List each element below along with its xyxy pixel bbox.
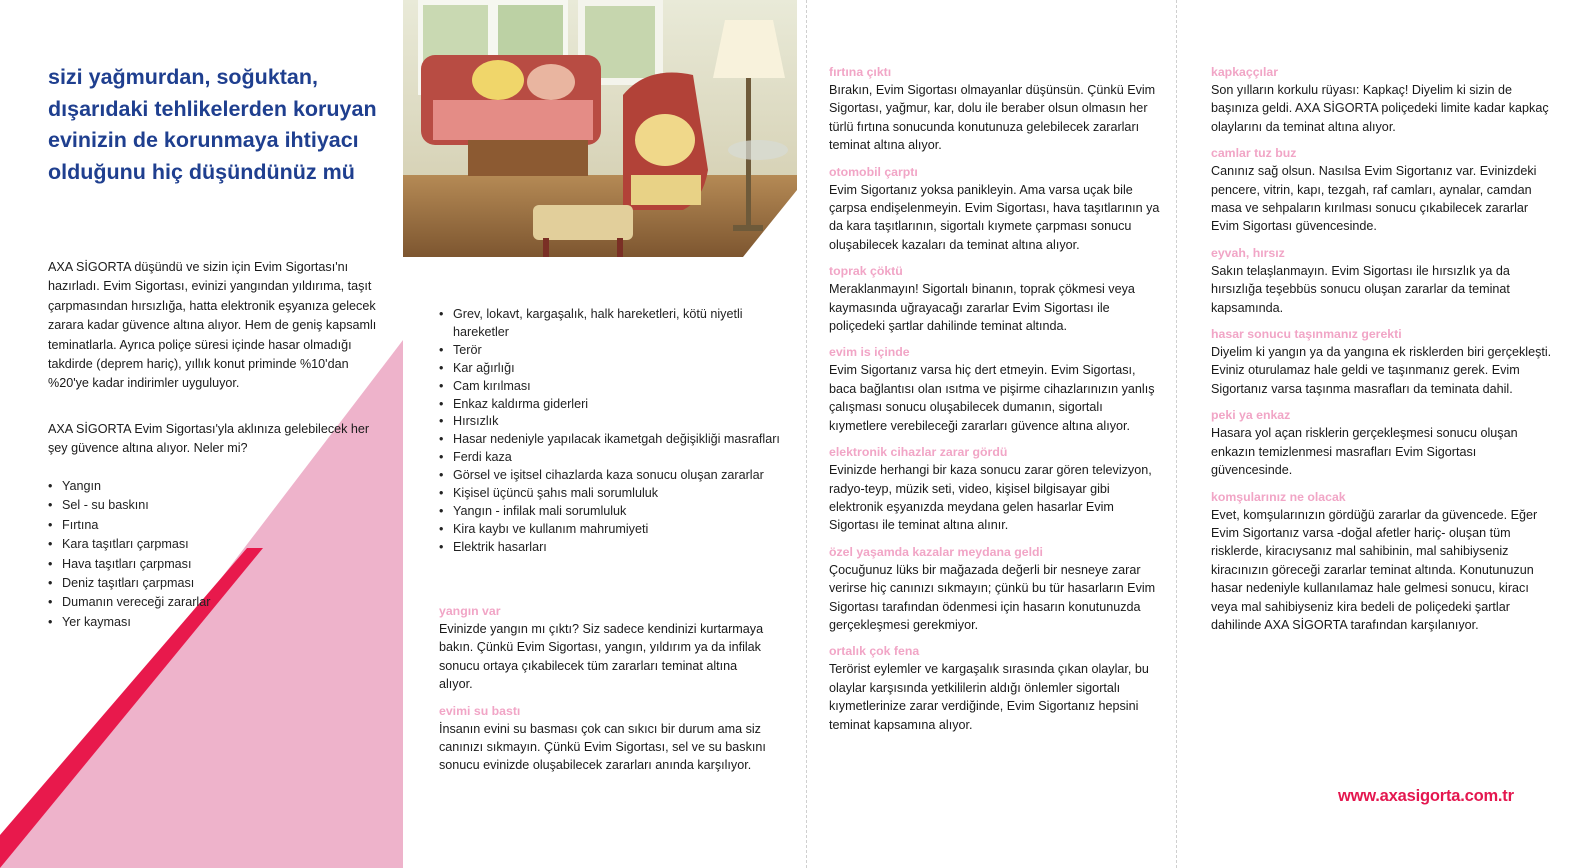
- headline: sizi yağmurdan, soğuktan, dışarıdaki tehlikelerden koruyan evinizin de korunmaya ihtiyacı olduğunu hiç düşündünüz mü: [48, 65, 377, 184]
- section-text: Çocuğunuz lüks bir mağazada değerli bir nesneye zarar verirse hiç canınızı sıkmayın; çünkü bu tür hasarların Evim Sigortası tarafından ödenmesi için hasarın konutunuzda gerçekleşmesi gerekmiyor.: [829, 562, 1156, 632]
- section-group: [1211, 64, 1556, 643]
- list-item: • Hırsızlık: [439, 413, 789, 431]
- list-item: • Enkaz kaldırma giderleri: [439, 396, 789, 414]
- section-text: Evet, komşularınızın gördüğü zararlar da güvencede. Eğer Evim Sigortanız varsa -doğal afetler hariç- oluşan tüm risklerde, kiracıysanız mal sahibinin, mal sahibiyseniz kiracınızın göreceği zararlar teminat altında. Konutunuzun hasar nedeniyle kullanılamaz hale gelmesi sonucu, kiracı veya mal sahibiyseniz kira bedeli de poliçedeki şartlar dahilinde AXA SİGORTA tarafından karşılanıyor.: [1211, 507, 1538, 632]
- living-room-photo: [403, 0, 797, 257]
- list-item: • Kar ağırlığı: [439, 360, 789, 378]
- intro-question: AXA SİGORTA Evim Sigortası'yla aklınıza gelebilecek her şey güvence altına alıyor. Neler mi?: [48, 422, 370, 456]
- section: [1211, 489, 1556, 635]
- fold-line: [1176, 0, 1177, 868]
- section-title: kapkaççılar: [1211, 65, 1279, 79]
- section-title: evim is içinde: [829, 345, 910, 360]
- panel-third: [806, 0, 1181, 868]
- section: [829, 64, 1164, 155]
- section-group: [829, 64, 1164, 743]
- section-text: Son yılların korkulu rüyası: Kapkaç! Diyelim ki sizin de başınıza geldi. AXA SİGORTA poliçedeki limite kadar kapkaç olaylarını da teminat altına alıyor.: [1211, 83, 1549, 134]
- list-item: • Kara taşıtları çarpması: [48, 535, 298, 554]
- list-item: • Dumanın vereceği zararlar: [48, 593, 298, 612]
- section: [439, 603, 774, 694]
- list-item: • Yer kayması: [48, 613, 298, 632]
- section: [1211, 145, 1556, 236]
- list-item: • Kişisel üçüncü şahıs mali sorumluluk: [439, 485, 789, 503]
- intro-paragraph: AXA SİGORTA düşündü ve sizin için Evim Sigortası'nı hazırladı. Evim Sigortası, evinizi yangından yıldırıma, taşıt çarpmasından hırsızlığa, hatta elektronik eşyanıza gelecek zarara kadar güvence altına alıyor. Hem de geniş kapsamlı teminatlarla. Ayrıca poliçe süresi içinde hasar olmadığı takdirde (deprem hariç), yıllık konut priminde %10'dan %20'ye kadar indirimler uyguluyor.: [48, 260, 377, 391]
- section: [829, 643, 1164, 734]
- section: [1211, 407, 1556, 479]
- list-item: • Hava taşıtları çarpması: [48, 555, 298, 574]
- panel-second: [403, 0, 806, 868]
- section-text: Canınız sağ olsun. Nasılsa Evim Sigortanız var. Evinizdeki pencere, vitrin, kapı, tezgah, raf camları, aynalar, camdan masa ve sehpaların kırılması sonucu çıkabilecek zararlar Evim Sigortası güvencesinde.: [1211, 164, 1537, 234]
- section: [1211, 245, 1556, 317]
- coverage-list-extended: [439, 306, 789, 557]
- section-text: Meraklanmayın! Sigortalı binanın, toprak çökmesi veya kaymasında uğrayacağı zararlar Evim Sigortası ile poliçedeki şartlar dahilinde teminat altında.: [829, 282, 1135, 334]
- section: [829, 263, 1164, 335]
- section-group: [439, 603, 774, 784]
- list-item: • Ferdi kaza: [439, 449, 789, 467]
- section: [829, 544, 1164, 635]
- section: [829, 444, 1164, 535]
- section: [1211, 64, 1556, 136]
- section-title: hasar sonucu taşınmanız gerekti: [1211, 327, 1402, 342]
- section: [439, 703, 774, 775]
- section-title: eyvah, hırsız: [1211, 245, 1285, 260]
- section-title: komşularınız ne olacak: [1211, 489, 1346, 504]
- section-text: Evim Sigortanız varsa hiç dert etmeyin. Evim Sigortası, baca bağlantısı olan ısıtma ve pişirme cihazlarınızın yanlış çalışması sonucu oluşabilecek dumanın, sigortalı kıymetlere verebileceği zararları güvence altına alıyor.: [829, 363, 1155, 433]
- section-title: peki ya enkaz: [1211, 408, 1291, 423]
- section-text: Evinizde yangın mı çıktı? Siz sadece kendinizi kurtarmaya bakın. Çünkü Evim Sigortası, yangın, yıldırım ya da infilak sonucu ortaya çıkabilecek tüm zararları teminat altına alıyor.: [439, 622, 764, 692]
- panel-left: [0, 0, 403, 868]
- list-item: • Cam kırılması: [439, 378, 789, 396]
- section-text: Hasara yol açan risklerin gerçekleşmesi sonucu oluşan enkazın temizlenmesi masrafları Evim Sigortası güvencesinde.: [1211, 426, 1518, 478]
- coverage-list: [48, 477, 298, 632]
- section-title: elektronik cihazlar zarar gördü: [829, 445, 1008, 460]
- section-text: İnsanın evini su basması çok can sıkıcı bir durum ama siz canınızı sıkmayın. Çünkü Evim Sigortası, sel ve su baskını sonucu evinizde oluşabilecek zararları anında karşılıyor.: [439, 721, 766, 773]
- section: [1211, 326, 1556, 398]
- list-item: • Elektrik hasarları: [439, 539, 789, 557]
- section-title: ortalık çok fena: [829, 644, 920, 659]
- section-text: Evinizde herhangi bir kaza sonucu zarar gören televizyon, radyo-teyp, müzik seti, video, kişisel bilgisayar gibi elektronik eşyanızda meydana gelen hasarlar Evim Sigortası ile teminat altına alınır.: [829, 463, 1152, 533]
- section-text: Sakın telaşlanmayın. Evim Sigortası ile hırsızlık ya da hırsızlığa teşebbüs sonucu oluşan zararlar da teminat kapsamında.: [1211, 263, 1510, 315]
- section-title: özel yaşamda kazalar meydana geldi: [829, 544, 1043, 559]
- section-text: Terörist eylemler ve kargaşalık sırasında çıkan olaylar, bu olaylar karşısında yetkililerin aldığı önlemler sigortalı kıymetlerinize zarar verdiğinde, Evim Sigortanız hepsini teminat kapsamına alıyor.: [829, 662, 1149, 732]
- list-item: • Sel - su baskını: [48, 496, 298, 515]
- section-title: camlar tuz buz: [1211, 146, 1297, 161]
- list-item: • Terör: [439, 342, 789, 360]
- list-item: • Görsel ve işitsel cihazlarda kaza sonucu oluşan zararlar: [439, 467, 789, 485]
- panel-right: [1181, 0, 1581, 868]
- section: [829, 344, 1164, 435]
- section-title: toprak çöktü: [829, 264, 903, 279]
- list-item: • Yangın: [48, 477, 298, 496]
- section-title: evimi su bastı: [439, 703, 521, 718]
- section-text: Evim Sigortanız yoksa panikleyin. Ama varsa uçak bile çarpsa endişelenmeyin. Evim Sigortası, hava taşıtlarının ya da kara taşıtlarının, sigortalı kıymete çarpması sonucu oluşabilecek kazaları da teminat altına alıyor.: [829, 182, 1160, 252]
- section-title: otomobil çarptı: [829, 164, 918, 179]
- section: [829, 164, 1164, 255]
- website-link[interactable]: www.axasigorta.com.tr: [1338, 787, 1514, 805]
- list-item: • Hasar nedeniyle yapılacak ikametgah değişikliği masrafları: [439, 431, 789, 449]
- section-text: Bırakın, Evim Sigortası olmayanlar düşünsün. Çünkü Evim Sigortası, yağmur, kar, dolu ile beraber olsun olmasın her türlü fırtına sonucunda konutunuza gelebilecek zararları teminat altına alıyor.: [829, 83, 1156, 153]
- list-item: • Kira kaybı ve kullanım mahrumiyeti: [439, 521, 789, 539]
- section-title: yangın var: [439, 604, 501, 618]
- list-item: • Yangın - infilak mali sorumluluk: [439, 503, 789, 521]
- list-item: • Fırtına: [48, 516, 298, 535]
- list-item: • Grev, lokavt, kargaşalık, halk hareketleri, kötü niyetli hareketler: [439, 306, 789, 342]
- section-title: fırtına çıktı: [829, 65, 892, 79]
- section-text: Diyelim ki yangın ya da yangına ek risklerden biri gerçekleşti. Eviniz oturulamaz hale geldi ve taşınmanız gerek. Evim Sigortanız varsa taşınma masrafları da teminata dahil.: [1211, 345, 1552, 396]
- list-item: • Deniz taşıtları çarpması: [48, 574, 298, 593]
